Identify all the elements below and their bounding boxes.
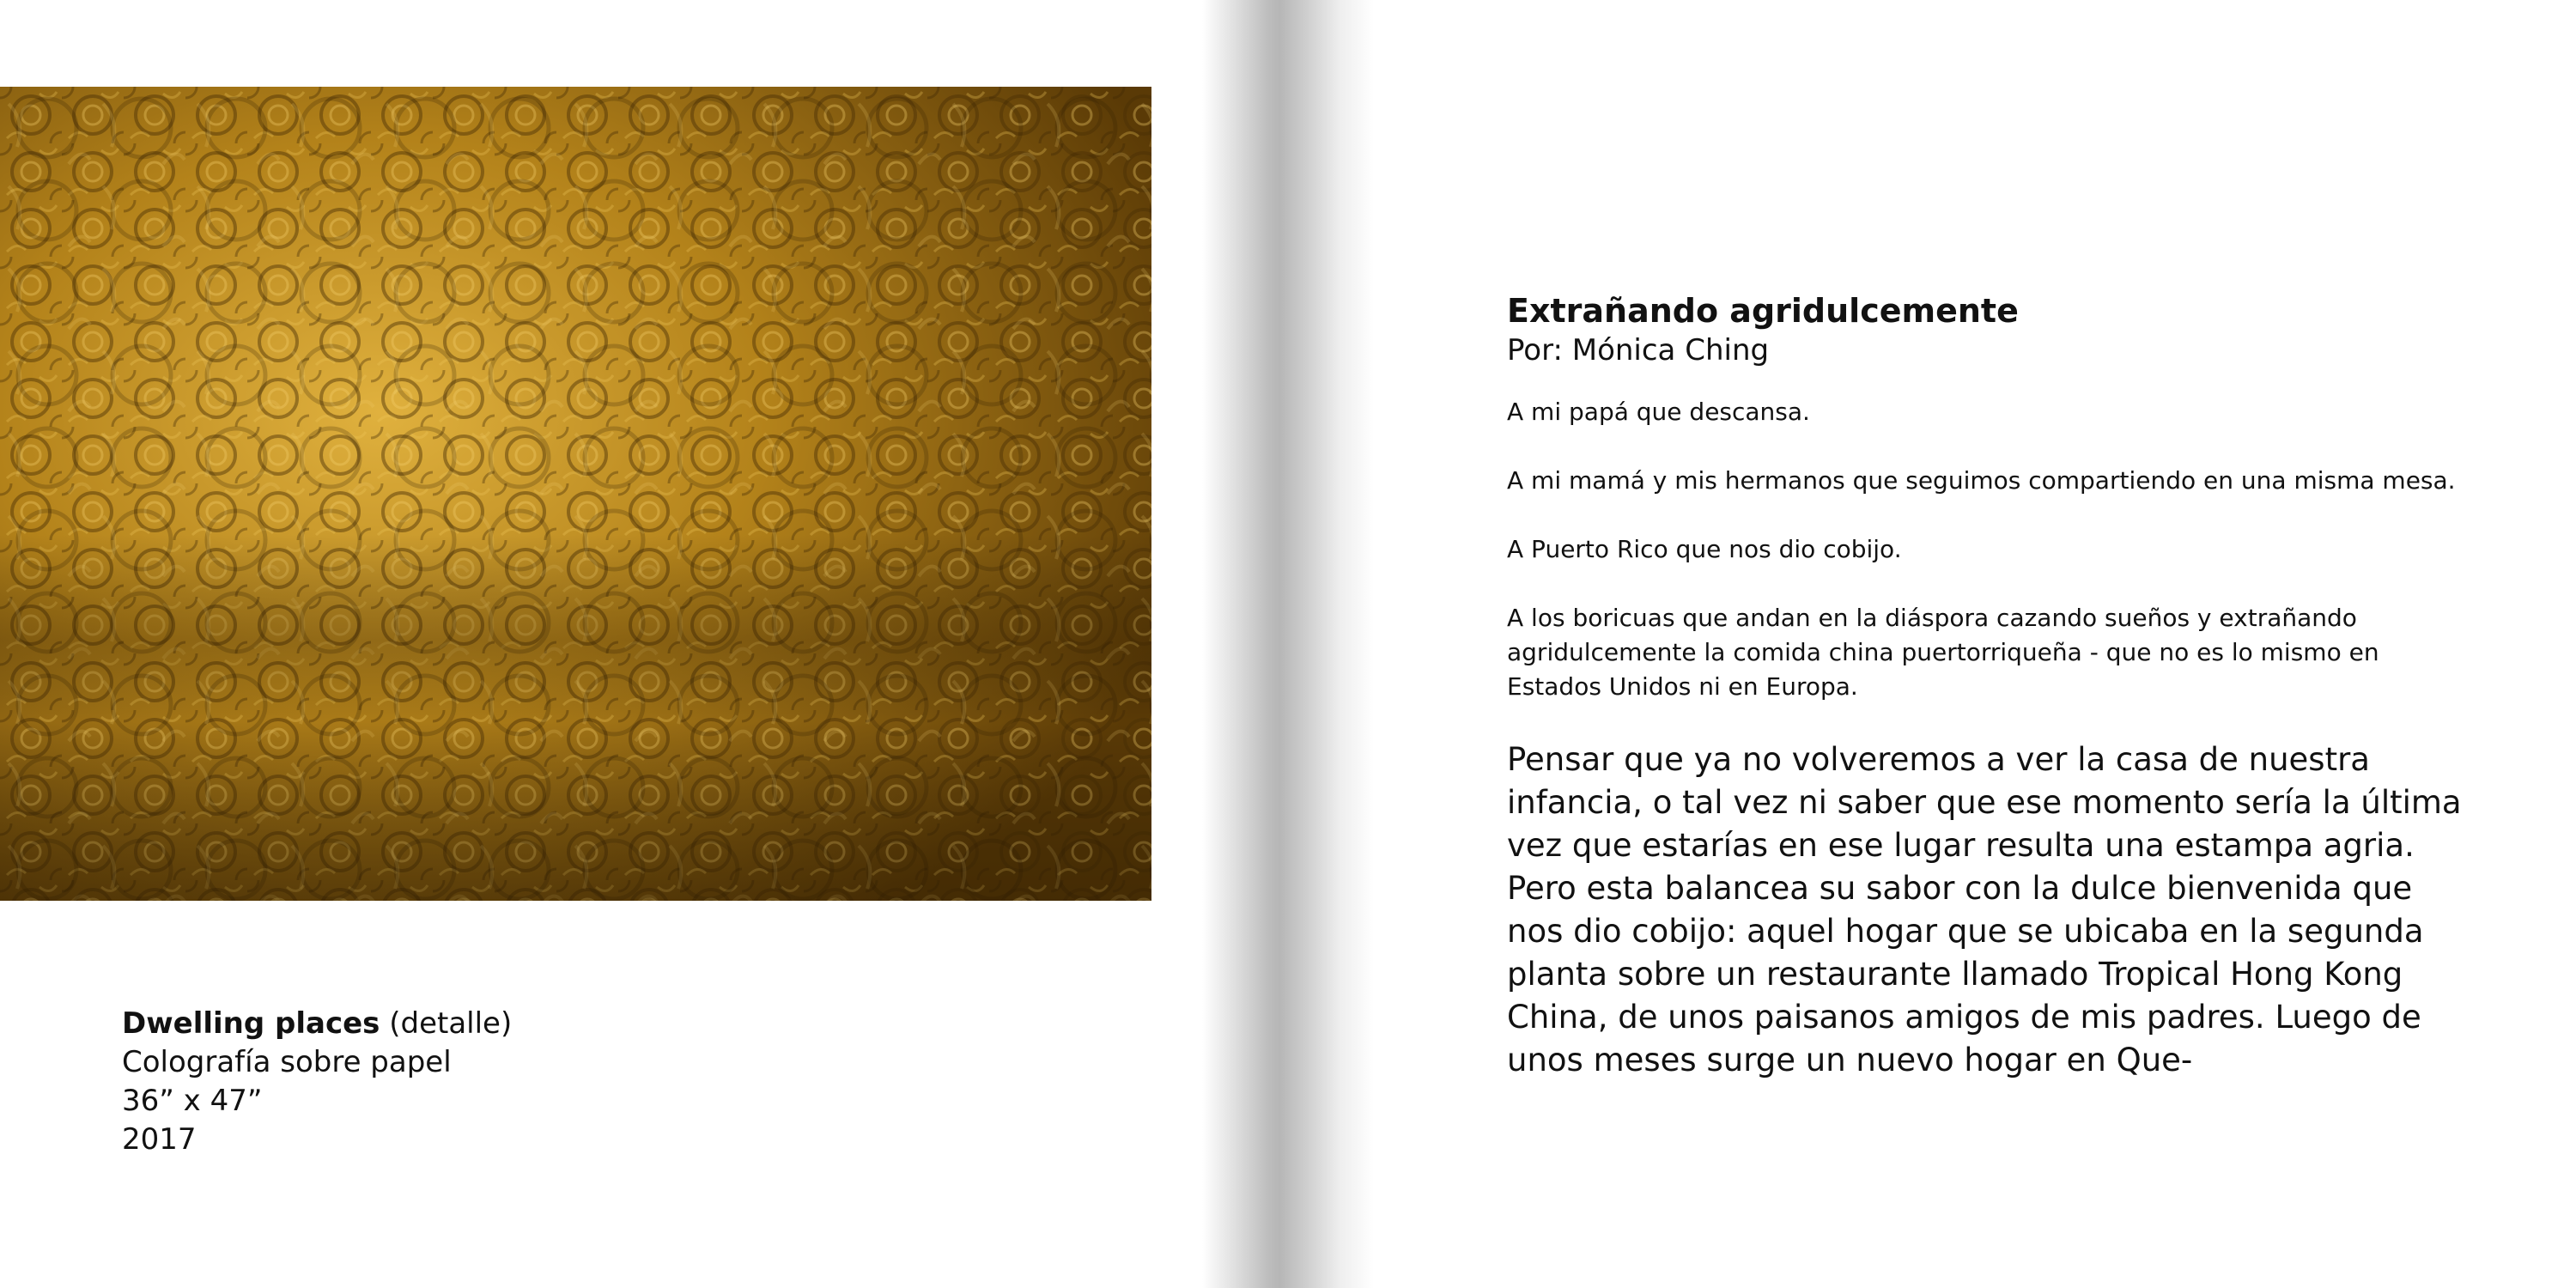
caption-medium: Colografía sobre papel: [122, 1045, 452, 1079]
caption-year: 2017: [122, 1122, 197, 1157]
caption-title-line: [122, 1005, 512, 1043]
gold-texture-image: [0, 87, 1151, 901]
caption-title: Dwelling places: [122, 1006, 380, 1041]
dedication: A los boricuas que andan en la diáspora cazando sueños y extrañando agridulcemente la comida china puertorriqueña - que no es lo mismo en Estados Unidos ni en Europa.: [1507, 604, 2379, 701]
artwork-image: [0, 87, 1151, 901]
dedication: A Puerto Rico que nos dio cobijo.: [1507, 535, 1902, 563]
essay-body: Pensar que ya no volveremos a ver la casa de nuestra infancia, o tal vez ni saber que ese momento sería la última vez que estarías en ese lugar resulta una estampa agria. Pero esta balancea su sabor con la dulce bienvenida que nos dio cobijo: aquel hogar que se ubicaba en la segunda planta sobre un restaurante llamado Tropical Hong Kong China, de unos paisanos amigos de mis padres. Luego de unos meses surge un nuevo hogar en Que-: [1507, 741, 2462, 1078]
dedication: A mi mamá y mis hermanos que seguimos compartiendo en una misma mesa.: [1507, 466, 2456, 495]
caption-dimensions: 36” x 47”: [122, 1084, 263, 1118]
essay-title: Extrañando agridulcemente: [1507, 292, 2019, 330]
essay-byline: Por: Mónica Ching: [1507, 333, 1770, 368]
essay: [1507, 290, 2469, 1082]
caption-title-suffix: (detalle): [380, 1006, 513, 1041]
book-gutter-shadow: [1202, 0, 1374, 1288]
artwork-caption: [122, 1005, 512, 1159]
dedication: A mi papá que descansa.: [1507, 398, 1810, 426]
